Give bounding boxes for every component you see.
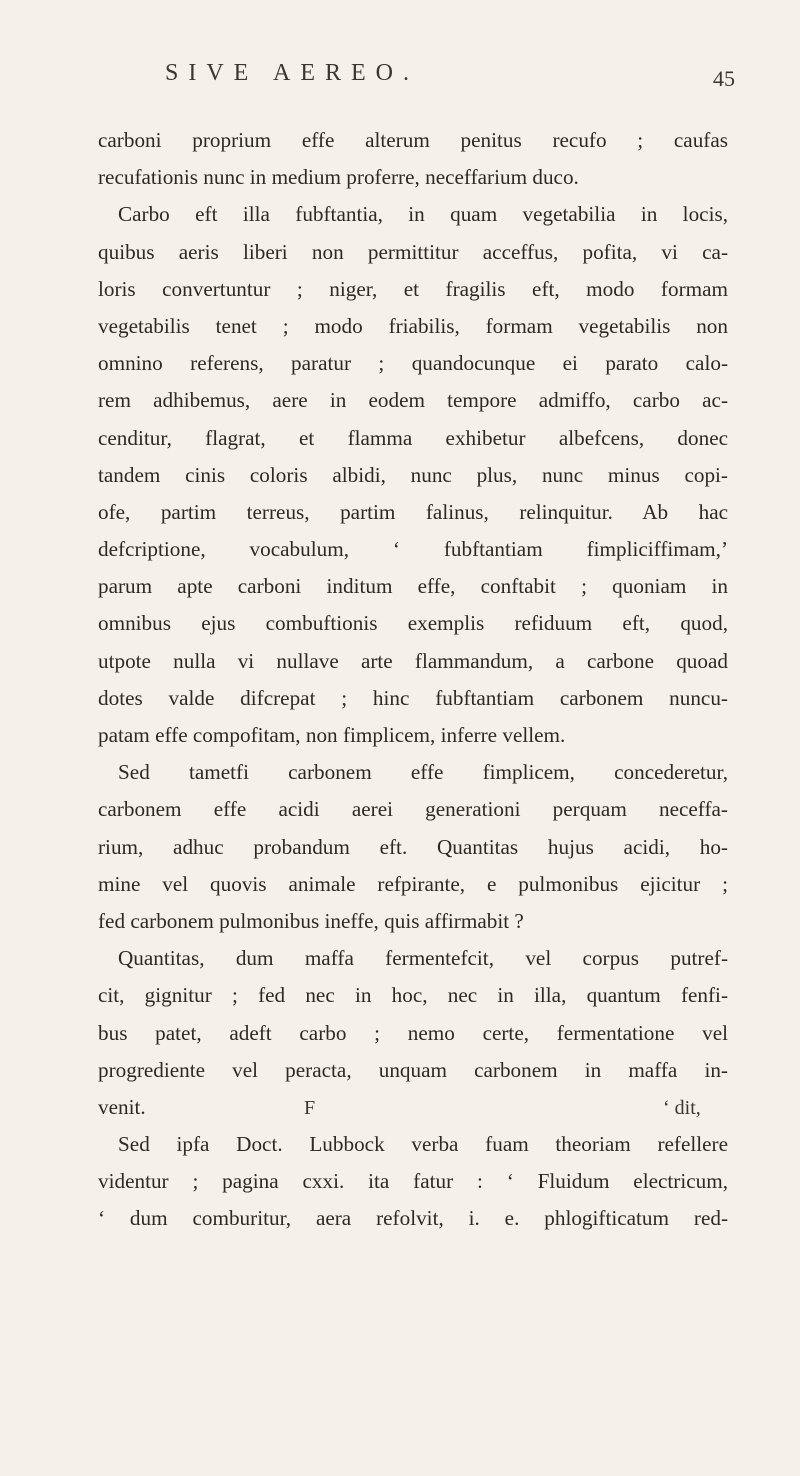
catchword: ‘ dit, — [663, 1097, 701, 1119]
text-line: rium, adhuc probandum eft. Quantitas hujus acidi, ho- — [98, 834, 728, 859]
text-line: defcriptione, vocabulum, ‘ fubftantiam fimpliciffimam,’ — [98, 537, 728, 562]
text-line: tandem cinis coloris albidi, nunc plus, nunc minus copi- — [98, 462, 728, 487]
text-line: parum apte carboni inditum effe, conftabit ; quoniam in — [98, 574, 728, 599]
text-line: Quantitas, dum maffa fermentefcit, vel corpus putref- — [118, 946, 728, 971]
text-line: Sed tametfi carbonem effe fimplicem, concederetur, — [118, 760, 728, 785]
text-line: progrediente vel peracta, unquam carbonem in maffa in- — [98, 1057, 728, 1082]
text-line: utpote nulla vi nullave arte flammandum, a carbone quoad — [98, 648, 728, 673]
text-line: Sed ipfa Doct. Lubbock verba fuam theoriam refellere — [118, 1132, 728, 1157]
text-line: ‘ dum comburitur, aera refolvit, i. e. phlogifticatum red- — [98, 1206, 728, 1231]
text-line: cenditur, flagrat, et flamma exhibetur albefcens, donec — [98, 425, 728, 450]
text-line: cit, gignitur ; fed nec in hoc, nec in illa, quantum fenfi- — [98, 983, 728, 1008]
running-head-title: SIVE AEREO. — [165, 60, 419, 86]
text-line: patam effe compofitam, non fimplicem, inferre vellem. — [98, 723, 566, 747]
text-line: vegetabilis tenet ; modo friabilis, formam vegetabilis non — [98, 313, 728, 338]
body-text — [98, 122, 728, 1238]
text-line: venit. — [98, 1094, 146, 1119]
text-line: quibus aeris liberi non permittitur acceffus, pofita, vi ca- — [98, 239, 728, 264]
text-line: dotes valde difcrepat ; hinc fubftantiam carbonem nuncu- — [98, 685, 728, 710]
text-line: recufationis nunc in medium proferre, neceffarium duco. — [98, 165, 579, 190]
page-number: 45 — [713, 66, 735, 91]
text-line: videntur ; pagina cxxi. ita fatur : ‘ Fluidum electricum, — [98, 1169, 728, 1194]
page-footer — [0, 1097, 800, 1127]
signature-mark: F — [304, 1097, 316, 1119]
text-line: mine vel quovis animale refpirante, e pulmonibus ejicitur ; — [98, 871, 728, 896]
text-line: loris convertuntur ; niger, et fragilis eft, modo formam — [98, 276, 728, 301]
text-line: ofe, partim terreus, partim falinus, relinquitur. Ab hac — [98, 499, 728, 524]
running-head — [0, 58, 800, 98]
text-line: fed carbonem pulmonibus ineffe, quis affirmabit ? — [98, 908, 524, 933]
text-line: rem adhibemus, aere in eodem tempore admiffo, carbo ac- — [98, 388, 728, 413]
text-line: carbonem effe acidi aerei generationi perquam neceffa- — [98, 797, 728, 822]
text-line: omnino referens, paratur ; quandocunque ei parato calo- — [98, 351, 728, 376]
text-line: carboni proprium effe alterum penitus recufo ; caufas — [98, 128, 728, 152]
text-line: Carbo eft illa fubftantia, in quam vegetabilia in locis, — [118, 202, 728, 227]
text-line: omnibus ejus combuftionis exemplis refiduum eft, quod, — [98, 611, 728, 636]
text-line: bus patet, adeft carbo ; nemo certe, fermentatione vel — [98, 1020, 728, 1045]
